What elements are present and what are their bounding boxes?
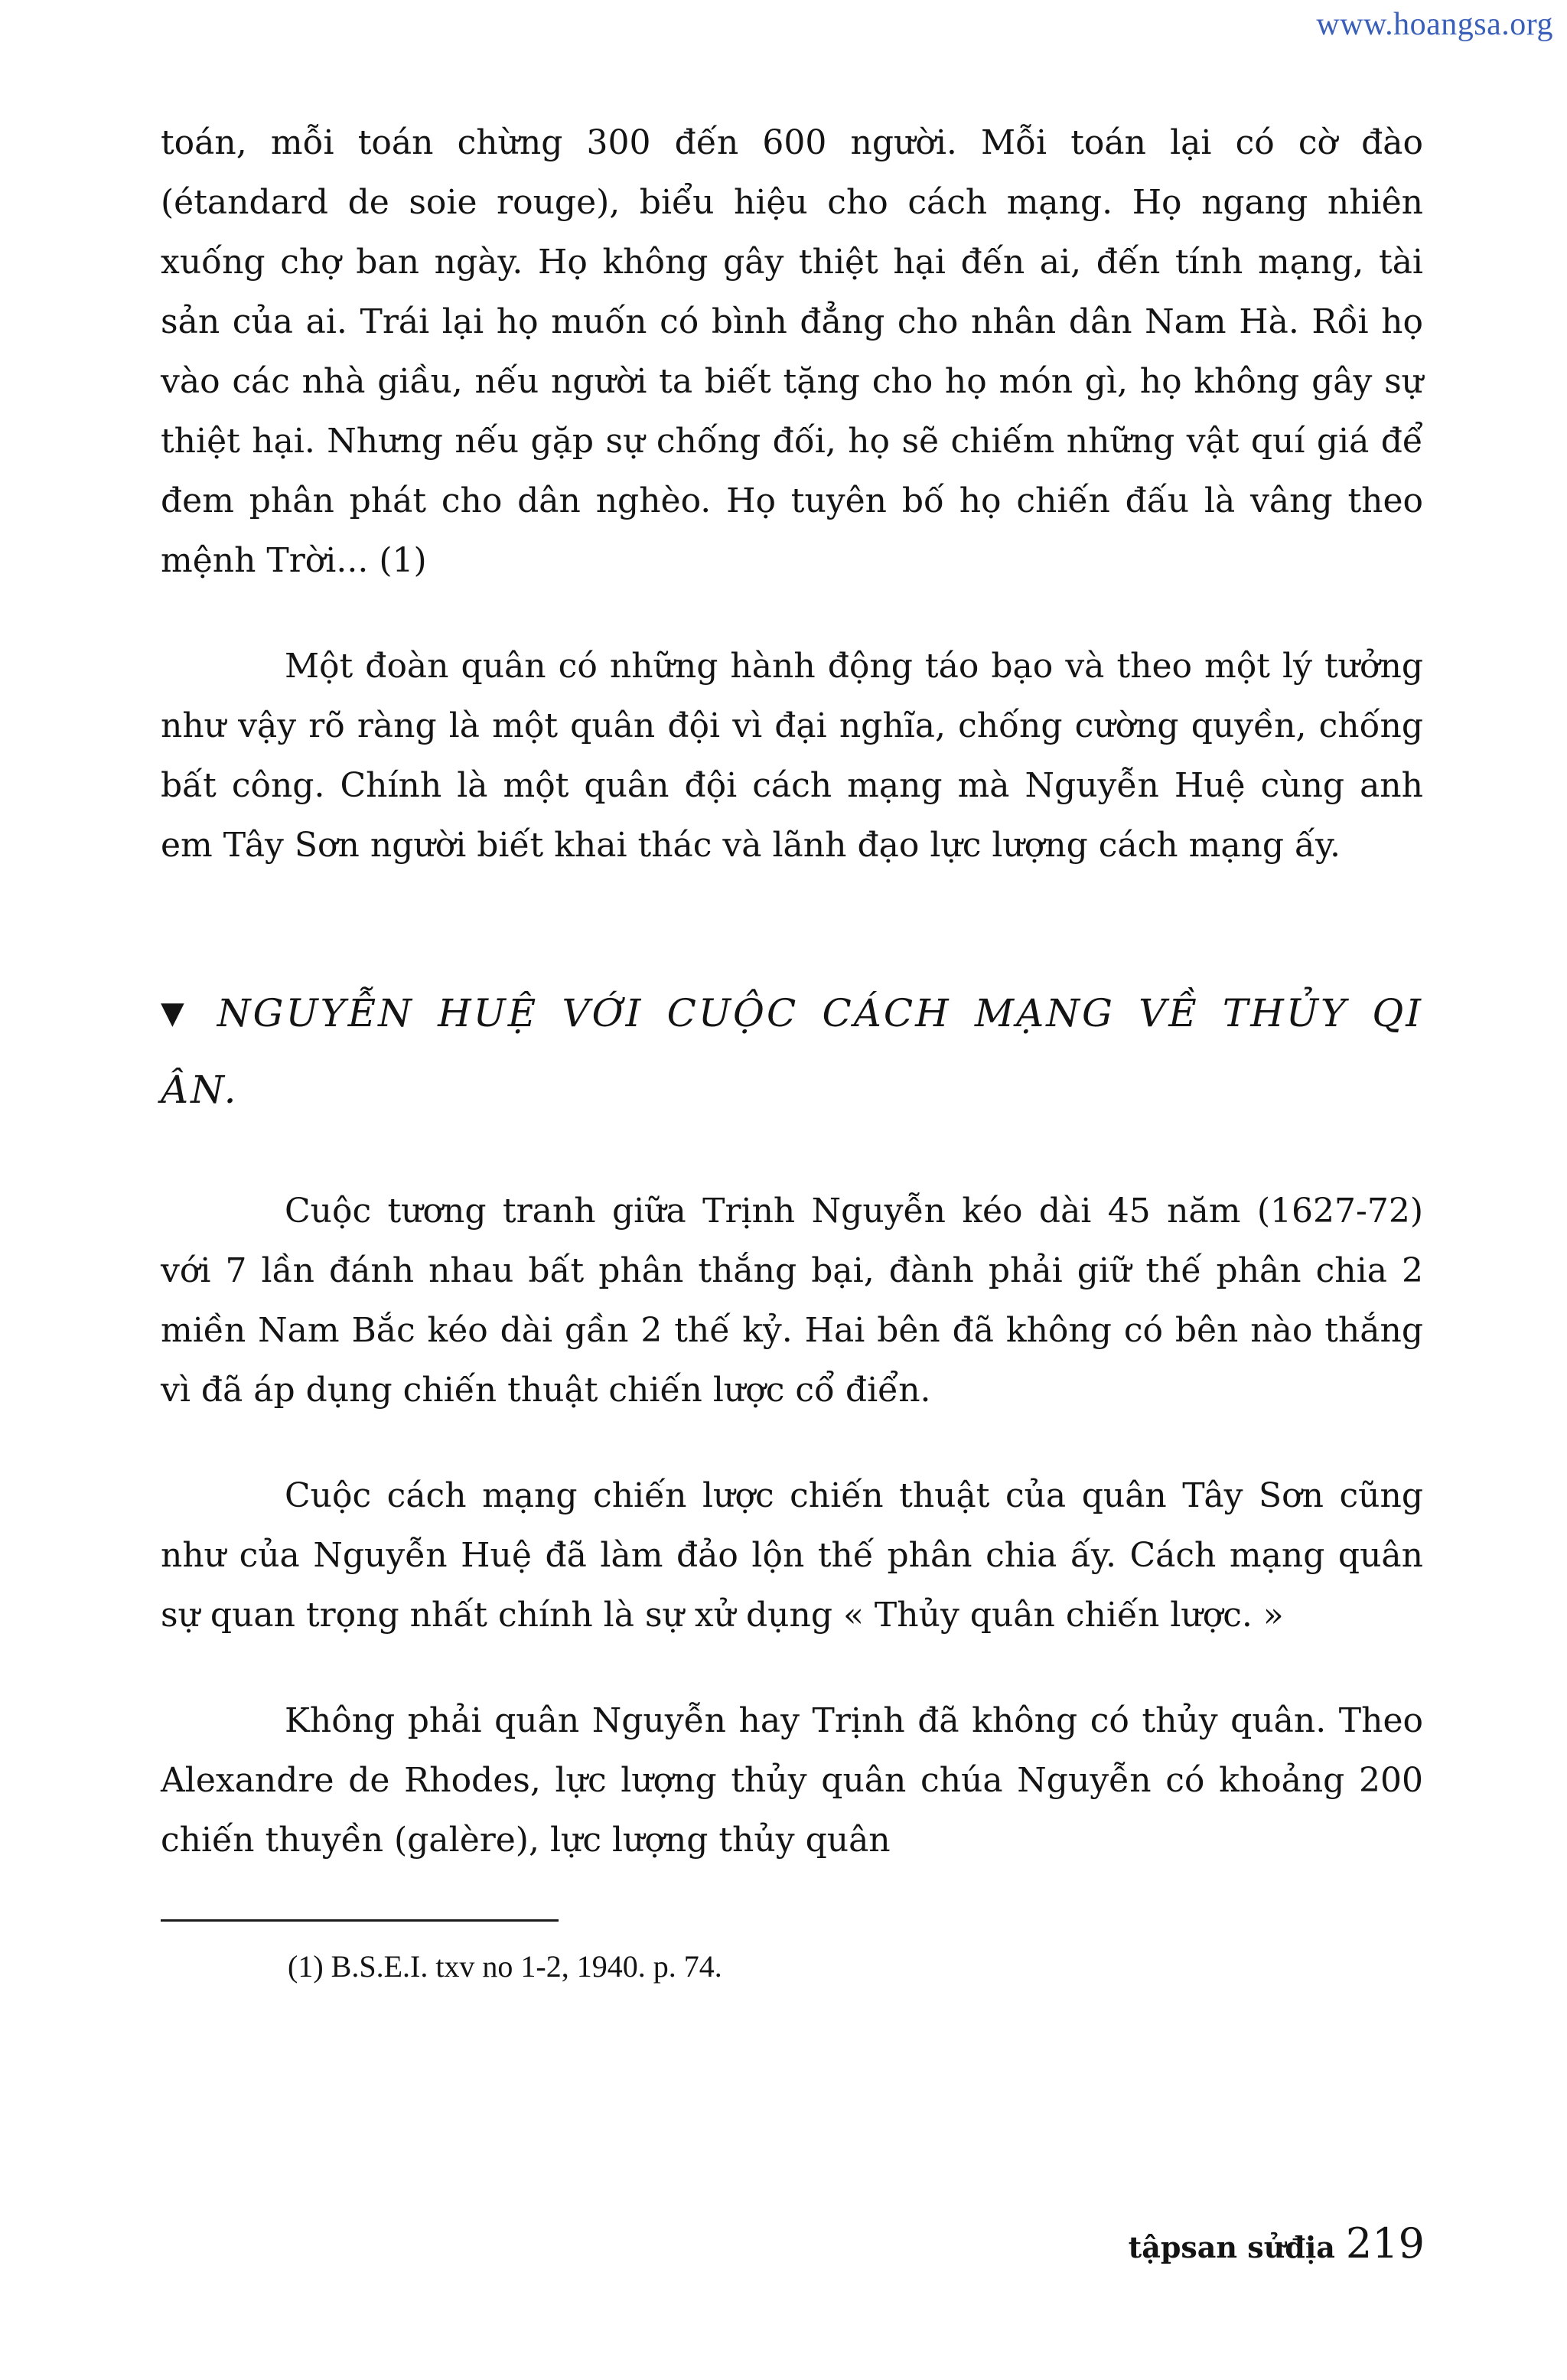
paragraph-1: toán, mỗi toán chừng 300 đến 600 người. Mỗi toán lại có cờ đào (étandard de soie rouge), biểu hiệu cho cách mạng. Họ ngang nhiên xuống chợ ban ngày. Họ không gây thiệt hại đến ai, đến tính mạng, tài sản của ai. Trái lại họ muốn có bình đẳng cho nhân dân Nam Hà. Rồi họ vào các nhà giầu, nếu người ta biết tặng cho họ món gì, họ không gây sự thiệt hại. Nhưng nếu gặp sự chống đối, họ sẽ chiếm những vật quí giá để đem phân phát cho dân nghèo. Họ tuyên bố họ chiến đấu là vâng theo mệnh Trời... (1): [161, 123, 1423, 580]
page-body: [161, 113, 1423, 1986]
paragraph-5: Không phải quân Nguyễn hay Trịnh đã không có thủy quân. Theo Alexandre de Rhodes, lực lượng thủy quân chúa Nguyễn có khoảng 200 chiến thuyền (galère), lực lượng thủy quân: [161, 1701, 1423, 1860]
section-heading-text: NGUYỄN HUỆ VỚI CUỘC CÁCH MẠNG VỀ THỦY QI ÂN.: [161, 991, 1423, 1112]
page-number: 219: [1345, 2219, 1425, 2268]
paragraph-3: Cuộc tương tranh giữa Trịnh Nguyễn kéo dài 45 năm (1627-72) với 7 lần đánh nhau bất phân thắng bại, đành phải giữ thế phân chia 2 miền Nam Bắc kéo dài gần 2 thế kỷ. Hai bên đã không có bên nào thắng vì đã áp dụng chiến thuật chiến lược cổ điển.: [161, 1192, 1423, 1410]
watermark-url: www.hoangsa.org: [1316, 7, 1553, 42]
publication-name: tậpsan sửđịa: [1128, 2230, 1335, 2264]
triangle-marker-icon: ▼: [161, 996, 187, 1031]
section-heading: [161, 975, 1423, 1128]
footnote: (1) B.S.E.I. txv no 1-2, 1940. p. 74.: [288, 1949, 722, 1984]
footnote-divider: [161, 1919, 559, 1922]
page-footer: [1129, 2219, 1425, 2268]
paragraph-2: Một đoàn quân có những hành động táo bạo và theo một lý tưởng như vậy rõ ràng là một quân đội vì đại nghĩa, chống cường quyền, chống bất công. Chính là một quân đội cách mạng mà Nguyễn Huệ cùng anh em Tây Sơn người biết khai thác và lãnh đạo lực lượng cách mạng ấy.: [161, 647, 1423, 865]
paragraph-4: Cuộc cách mạng chiến lược chiến thuật của quân Tây Sơn cũng như của Nguyễn Huệ đã làm đảo lộn thế phân chia ấy. Cách mạng quân sự quan trọng nhất chính là sự xử dụng « Thủy quân chiến lược. »: [161, 1476, 1423, 1635]
